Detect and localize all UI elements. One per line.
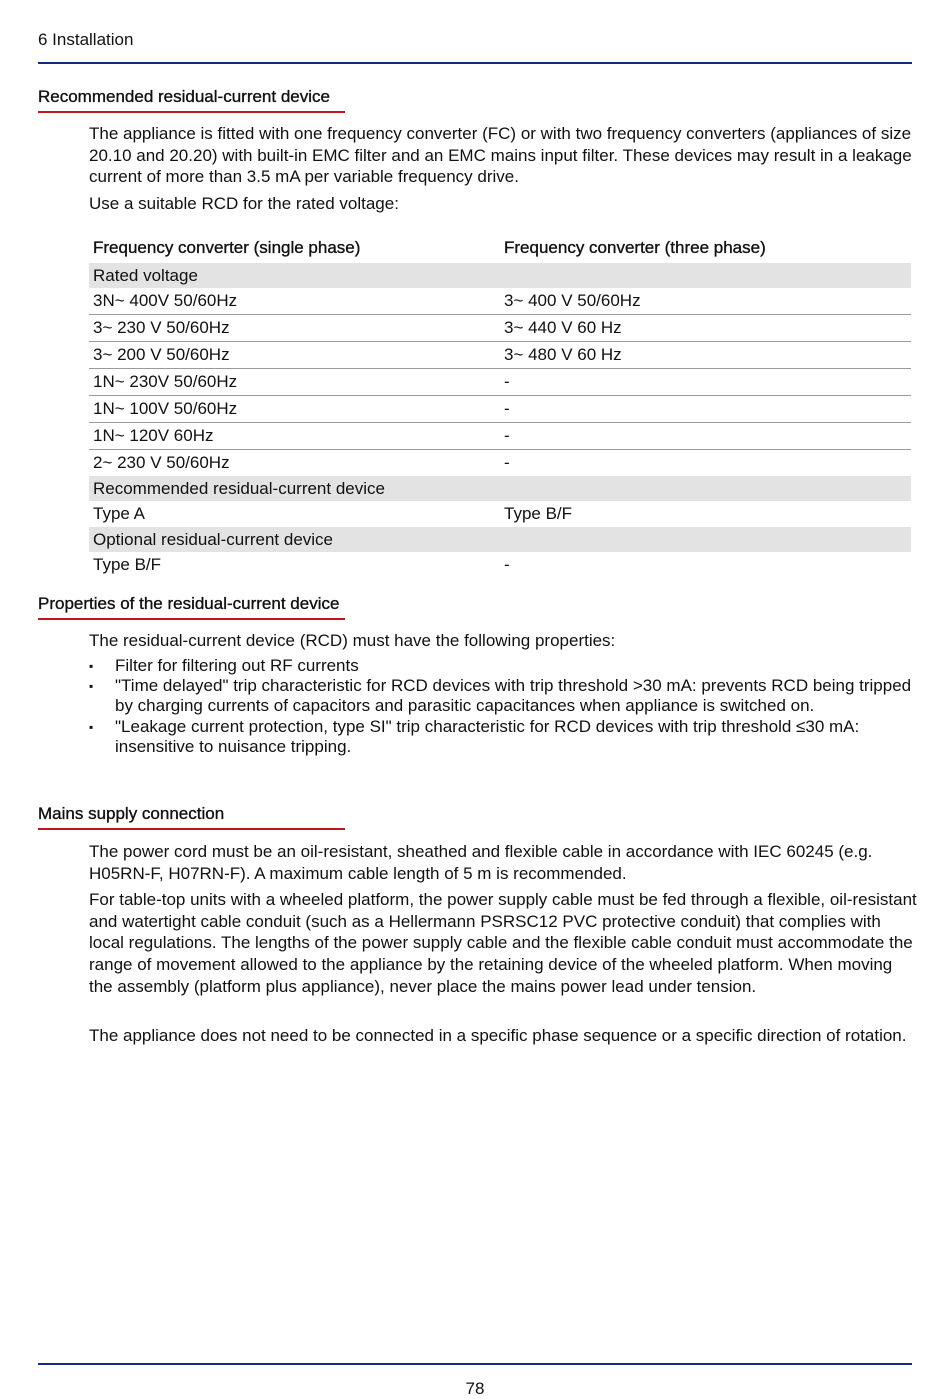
- table-cell: 3~ 480 V 60 Hz: [504, 345, 622, 364]
- table-cell: 3~ 230 V 50/60Hz: [93, 318, 230, 337]
- mains-cable-paragraph: The power cord must be an oil-resistant, sheathed and flexible cable in accordance with IEC 60245 (e.g. H05RN-F, H07RN-F). A maximum cable length of 5 m is recommended.: [89, 842, 873, 883]
- table-group-rated-voltage: [89, 263, 911, 288]
- heading-underline: [38, 618, 345, 620]
- rated-voltage-table: [89, 233, 911, 578]
- header-rule: [38, 62, 912, 64]
- table-row: [89, 450, 911, 476]
- table-cell: 3N~ 400V 50/60Hz: [93, 291, 238, 310]
- table-cell: 1N~ 230V 50/60Hz: [93, 372, 238, 391]
- mains-phase-paragraph: The appliance does not need to be connected in a specific phase sequence or a specific direction of rotation.: [89, 1026, 907, 1045]
- table-row: [89, 423, 911, 450]
- table-group-recommended-rcd: [89, 476, 911, 501]
- table-cell: Type B/F: [93, 555, 162, 574]
- bullet-square-icon: ▪: [89, 679, 94, 694]
- list-item: [89, 676, 919, 716]
- bullet-square-icon: ▪: [89, 719, 94, 734]
- bullet-square-icon: ▪: [89, 659, 94, 673]
- table-group-label: Recommended residual-current device: [93, 478, 385, 498]
- page-header-chapter: 6 Installation: [38, 30, 134, 49]
- rcd-intro-paragraph: The appliance is fitted with one frequency converter (FC) or with two frequency converters (appliances of size 20.10 and 20.20) with built-in EMC filter and an EMC mains input filter. These devices may result in a leakage current of more than 3.5 mA per variable frequency drive.: [89, 124, 912, 187]
- properties-intro-paragraph: The residual-current device (RCD) must have the following properties:: [89, 631, 616, 650]
- rcd-instruction-paragraph: Use a suitable RCD for the rated voltage:: [89, 194, 399, 213]
- table-cell: -: [504, 555, 510, 574]
- footer-rule: [38, 1363, 912, 1365]
- table-cell: Type B/F: [504, 504, 573, 523]
- table-row: [89, 288, 911, 315]
- heading-mains-supply: Mains supply connection: [38, 804, 225, 823]
- table-header-three-phase: Frequency converter (three phase): [504, 238, 766, 257]
- table-group-optional-rcd: [89, 527, 911, 552]
- table-cell: 1N~ 100V 50/60Hz: [93, 399, 238, 418]
- table-group-label: Optional residual-current device: [93, 529, 334, 549]
- list-item-text: "Time delayed" trip characteristic for RCD devices with trip threshold >30 mA: prevents RCD being tripped by charging currents of capacitors and parasitic capacitances when appliance is switched on.: [115, 676, 912, 716]
- table-cell: -: [504, 399, 510, 418]
- table-row: [89, 369, 911, 396]
- table-cell: 2~ 230 V 50/60Hz: [93, 453, 230, 472]
- list-item: [89, 656, 919, 676]
- table-row: [89, 552, 911, 578]
- table-cell: 3~ 440 V 60 Hz: [504, 318, 622, 337]
- table-group-label: Rated voltage: [93, 265, 198, 285]
- heading-rcd-properties: Properties of the residual-current device: [38, 594, 340, 613]
- page-number: 78: [465, 1379, 485, 1398]
- table-cell: Type A: [93, 504, 145, 523]
- heading-recommended-rcd: Recommended residual-current device: [38, 87, 330, 106]
- table-cell: -: [504, 372, 510, 391]
- list-item-text: "Leakage current protection, type SI" trip characteristic for RCD devices with trip threshold ≤30 mA: insensitive to nuisance tripping.: [115, 716, 860, 756]
- table-cell: -: [504, 453, 510, 472]
- heading-underline: [38, 111, 345, 113]
- properties-bullet-list: [89, 656, 919, 757]
- table-header-single-phase: Frequency converter (single phase): [93, 238, 361, 257]
- list-item-text: Filter for filtering out RF currents: [115, 656, 359, 675]
- table-cell: 3~ 400 V 50/60Hz: [504, 291, 641, 310]
- list-item: [89, 717, 919, 757]
- table-cell: 3~ 200 V 50/60Hz: [93, 345, 230, 364]
- mains-conduit-paragraph: For table-top units with a wheeled platform, the power supply cable must be fed through a flexible, oil-resistant and watertight cable conduit (such as a Hellermann PSRSC12 PVC protective conduit) that complies with local regulations. The lengths of the power supply cable and the flexible cable conduit must accommodate the range of movement allowed to the appliance by the retaining device of the wheeled platform. When moving the assembly (platform plus appliance), never place the mains power lead under tension.: [89, 890, 917, 996]
- table-cell: -: [504, 426, 510, 445]
- table-row: [89, 396, 911, 423]
- table-row: [89, 342, 911, 369]
- table-row: [89, 501, 911, 527]
- heading-underline: [38, 828, 345, 830]
- table-cell: 1N~ 120V 60Hz: [93, 426, 214, 445]
- table-header-row: [89, 233, 911, 263]
- table-row: [89, 315, 911, 342]
